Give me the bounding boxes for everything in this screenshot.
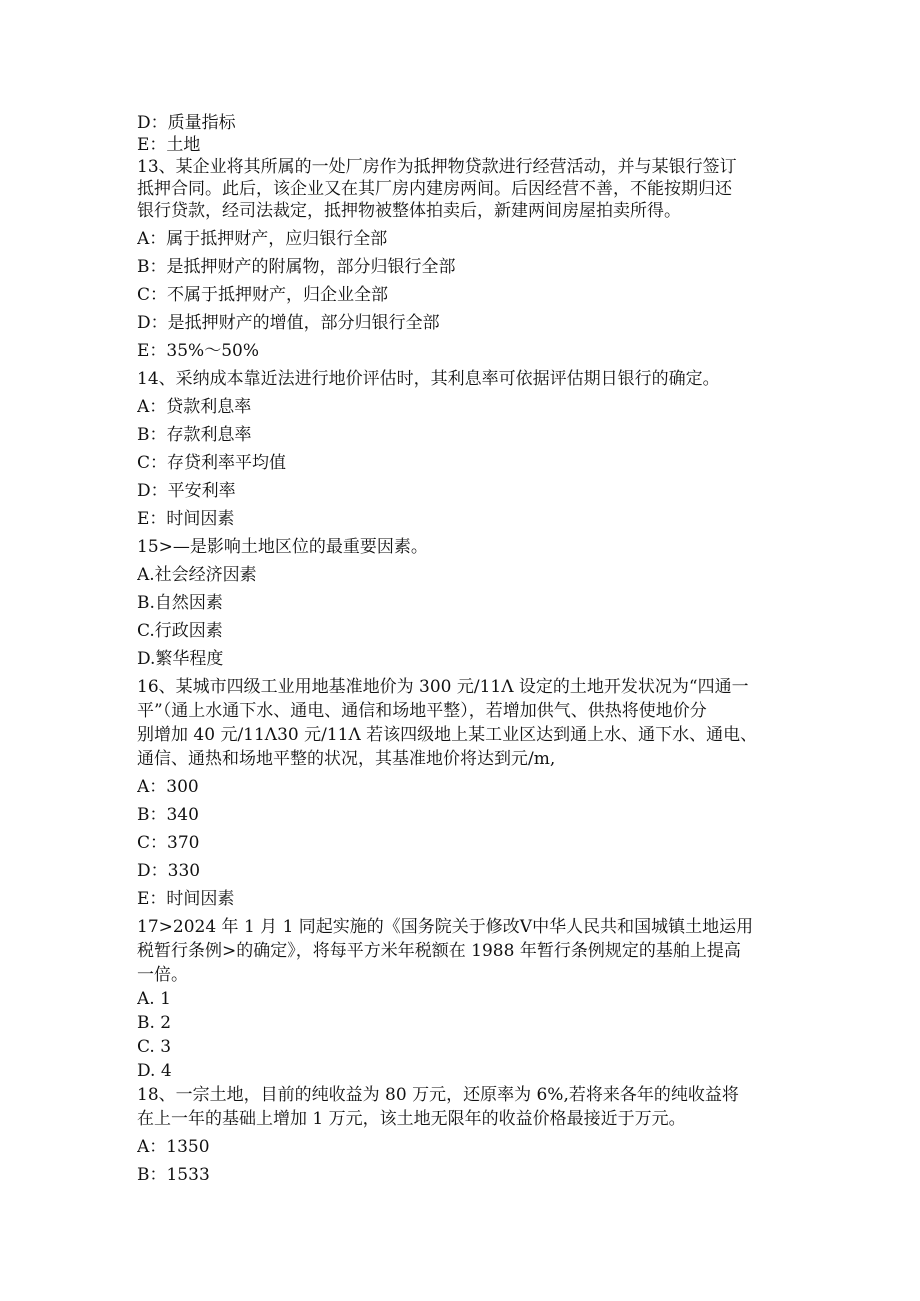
option-line: D：平安利率 [137, 481, 236, 501]
option-line: A：300 [137, 777, 199, 797]
option-line: D.繁华程度 [137, 649, 224, 669]
question-16-line-2: 平”（通上水通下水、通电、通信和场地平整），若增加供气、供热将使地价分 [137, 701, 707, 721]
option-line: B：存款利息率 [137, 425, 252, 445]
option-line: A：贷款利息率 [137, 397, 252, 417]
option-line: A：1350 [137, 1137, 210, 1157]
question-16-line-4: 通信、通热和场地平整的状况，其基准地价将达到元/m, [137, 749, 556, 769]
question-13-line-2: 抵押合同。此后，该企业又在其厂房内建房两间。后因经营不善，不能按期归还 [137, 179, 732, 199]
option-line: E：时间因素 [137, 889, 235, 909]
question-16-line-3: 别增加 40 元/11Λ30 元/11Λ 若该四级地上某工业区达到通上水、通下水、通电、 [137, 725, 758, 745]
option-line: B.自然因素 [137, 593, 223, 613]
question-14-line-1: 14、采纳成本靠近法进行地价评估时，其利息率可依据评估期日银行的确定。 [137, 369, 720, 389]
option-line: B. 2 [137, 1013, 172, 1033]
option-line: C. 3 [137, 1037, 172, 1057]
question-18-line-2: 在上一年的基础上增加 1 万元，该土地无限年的收益价格最接近于万元。 [137, 1109, 686, 1129]
option-line: E：35%～50% [137, 341, 259, 361]
question-13-line-3: 银行贷款，经司法裁定，抵押物被整体拍卖后，新建两间房屋拍卖所得。 [137, 201, 681, 221]
option-line: D. 4 [137, 1061, 172, 1081]
question-17-line-2: 税暂行条例>的确定》，将每平方米年税额在 1988 年暂行条例规定的基舶上提高 [137, 941, 741, 961]
option-line: D：质量指标 [137, 113, 236, 133]
question-18-line-1: 18、一宗土地，目前的纯收益为 80 万元，还原率为 6%,若将来各年的纯收益将 [137, 1085, 739, 1105]
option-line: E：土地 [137, 135, 201, 155]
option-line: C：不属于抵押财产，归企业全部 [137, 285, 389, 305]
question-15-line-1: 15>—是影响土地区位的最重要因素。 [137, 537, 428, 557]
question-13-line-1: 13、某企业将其所属的一处厂房作为抵押物贷款进行经营活动，并与某银行签订 [137, 157, 737, 177]
option-line: D：330 [137, 861, 201, 881]
option-line: D：是抵押财产的增值，部分归银行全部 [137, 313, 440, 333]
option-line: A.社会经济因素 [137, 565, 257, 585]
option-line: B：1533 [137, 1165, 210, 1185]
question-17-line-3: 一倍。 [137, 965, 188, 985]
option-line: B：340 [137, 805, 199, 825]
option-line: E：时间因素 [137, 509, 235, 529]
option-line: A：属于抵押财产，应归银行全部 [137, 229, 388, 249]
question-17-line-1: 17>2024 年 1 月 1 同起实施的《国务院关于修改Ⅴ中华人民共和国城镇土地运用 [137, 917, 754, 937]
option-line: B：是抵押财产的附属物，部分归银行全部 [137, 257, 456, 277]
option-line: A. 1 [137, 989, 171, 1009]
option-line: C：370 [137, 833, 200, 853]
document-body [137, 112, 787, 1186]
option-line: C.行政因素 [137, 621, 223, 641]
question-16-line-1: 16、某城市四级工业用地基准地价为 300 元/11Λ 设定的土地开发状况为“四通一 [137, 677, 749, 697]
option-line: C：存贷利率平均值 [137, 453, 287, 473]
